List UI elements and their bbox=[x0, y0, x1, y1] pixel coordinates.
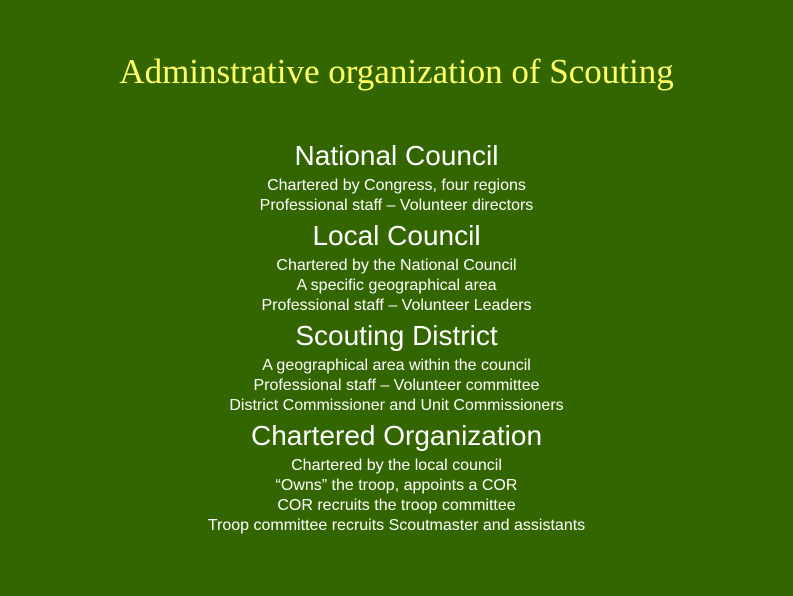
section-scouting-district bbox=[0, 316, 793, 416]
section-local-council bbox=[0, 216, 793, 316]
section-chartered-organization bbox=[0, 416, 793, 536]
section-line: COR recruits the troop committee bbox=[277, 497, 516, 514]
section-line: Troop committee recruits Scoutmaster and assistants bbox=[207, 517, 586, 534]
section-line: Chartered by Congress, four regions bbox=[267, 177, 526, 194]
section-line: A geographical area within the council bbox=[262, 357, 531, 374]
section-line: Professional staff – Volunteer Leaders bbox=[261, 297, 532, 314]
section-heading: Chartered Organization bbox=[250, 420, 543, 451]
section-line: District Commissioner and Unit Commissioners bbox=[229, 397, 564, 414]
section-heading: National Council bbox=[294, 140, 499, 171]
section-line: “Owns” the troop, appoints a COR bbox=[275, 477, 518, 494]
section-line: Professional staff – Volunteer directors bbox=[259, 197, 534, 214]
slide-title: Adminstrative organization of Scouting bbox=[119, 52, 674, 91]
section-heading: Local Council bbox=[312, 220, 481, 251]
section-national-council bbox=[0, 136, 793, 216]
section-heading: Scouting District bbox=[295, 320, 498, 351]
section-line: A specific geographical area bbox=[296, 277, 497, 294]
section-line: Chartered by the National Council bbox=[276, 257, 517, 274]
section-line: Professional staff – Volunteer committee bbox=[253, 377, 540, 394]
slide-content bbox=[0, 136, 793, 536]
section-line: Chartered by the local council bbox=[291, 457, 502, 474]
